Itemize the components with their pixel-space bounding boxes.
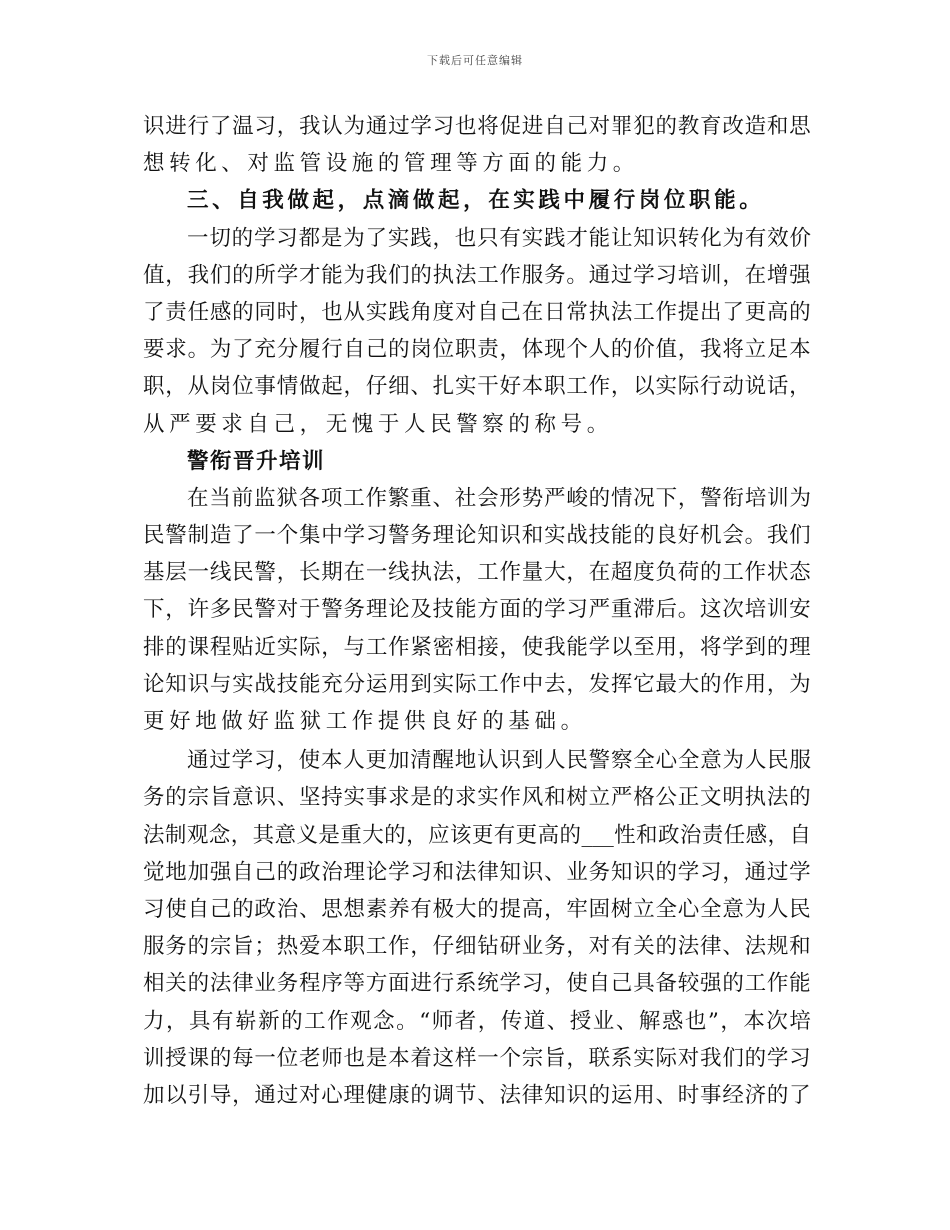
section-heading: 三、自我做起，点滴做起，在实践中履行岗位职能。 — [187, 188, 765, 214]
paragraph-line: 了 责 任 感 的 同 时 ， 也 从 实 践 角 度 对 自 己 在 日 常 执 法 工 作 提 出 了 更 高 的 — [143, 299, 811, 325]
paragraph-line: 排 的 课 程 贴 近 实 际 ， 与 工 作 紧 密 相 接 ， 使 我 能 学 以 至 用 ， 将 学 到 的 理 — [143, 634, 811, 660]
paragraph-line: 要 求 。 为 了 充 分 履 行 自 己 的 岗 位 职 责 ， 体 现 个 人 的 价 值 ， 我 将 立 足 本 — [143, 337, 811, 363]
paragraph-line: 觉 地 加 强 自 己 的 政 治 理 论 学 习 和 法 律 知 识 、 业 务 知 识 的 学 习 ， 通 过 学 — [143, 859, 811, 885]
section-heading: 警衔晋升培训 — [187, 448, 326, 474]
paragraph-line: 值 ， 我 们 的 所 学 才 能 为 我 们 的 执 法 工 作 服 务 。 通 过 学 习 培 训 ， 在 增 强 — [143, 262, 811, 288]
paragraph-line: 从严要求自己，无愧于人民警察的称号。 — [143, 411, 613, 437]
paragraph-line: 通 过 学 习 ， 使 本 人 更 加 清 醒 地 认 识 到 人 民 警 察 全 心 全 意 为 人 民 服 — [187, 748, 811, 774]
paragraph-line: 职 ， 从 岗 位 事 情 做 起 ， 仔 细 、 扎 实 干 好 本 职 工 作 ， 以 实 际 行 动 说 话 ， — [143, 374, 811, 400]
paragraph-line: 想转化、对监管设施的管理等方面的能力。 — [143, 151, 639, 177]
paragraph-line: 基 层 一 线 民 警 ， 长 期 在 一 线 执 法 ， 工 作 量 大 ， 在 超 度 负 荷 的 工 作 状 态 — [143, 560, 811, 586]
document-body — [143, 108, 811, 1114]
paragraph-line: 训 授 课 的 每 一 位 老 师 也 是 本 着 这 样 一 个 宗 旨 ， 联 系 实 际 对 我 们 的 学 习 — [143, 1045, 811, 1071]
paragraph-line: 务 的 宗 旨 意 识 、 坚 持 实 事 求 是 的 求 实 作 风 和 树 立 严 格 公 正 文 明 执 法 的 — [143, 785, 811, 811]
paragraph-line: 法 制 观 念 ， 其 意 义 是 重 大 的 ， 应 该 更 有 更 高 的 ___ 性 和 政 治 责 任 感 ， 自 — [143, 822, 811, 848]
paragraph-line: 习 使 自 己 的 政 治 、 思 想 素 养 有 极 大 的 提 高 ， 牢 固 树 立 全 心 全 意 为 人 民 — [143, 896, 811, 922]
paragraph-line: 一 切 的 学 习 都 是 为 了 实 践 ， 也 只 有 实 践 才 能 让 知 识 转 化 为 有 效 价 — [187, 225, 811, 251]
paragraph-line: 下 ， 许 多 民 警 对 于 警 务 理 论 及 技 能 方 面 的 学 习 严 重 滞 后 。 这 次 培 训 安 — [143, 597, 811, 623]
paragraph-line: 力 ， 具 有 崭 新 的 工 作 观 念 。 “ 师 者 ， 传 道 、 授 业 、 解 惑 也 ” ， 本 次 培 — [143, 1008, 811, 1034]
paragraph-line: 加 以 引 导 ， 通 过 对 心 理 健 康 的 调 节 、 法 律 知 识 的 运 用 、 时 事 经 济 的 了 — [143, 1082, 811, 1108]
paragraph-line: 在 当 前 监 狱 各 项 工 作 繁 重 、 社 会 形 势 严 峻 的 情 况 下 ， 警 衔 培 训 为 — [187, 485, 811, 511]
paragraph-line: 相 关 的 法 律 业 务 程 序 等 方 面 进 行 系 统 学 习 ， 使 自 己 具 备 较 强 的 工 作 能 — [143, 971, 811, 997]
paragraph-line: 更好地做好监狱工作提供良好的基础。 — [143, 709, 587, 734]
paragraph-line: 民 警 制 造 了 一 个 集 中 学 习 警 务 理 论 知 识 和 实 战 技 能 的 良 好 机 会 。 我 们 — [143, 523, 811, 549]
paragraph-line: 论 知 识 与 实 战 技 能 充 分 运 用 到 实 际 工 作 中 去 ， 发 挥 它 最 大 的 作 用 ， 为 — [143, 671, 811, 697]
paragraph-line: 服 务 的 宗 旨 ； 热 爱 本 职 工 作 ， 仔 细 钻 研 业 务 ， 对 有 关 的 法 律 、 法 规 和 — [143, 934, 811, 960]
paragraph-line: 识 进 行 了 温 习 ， 我 认 为 通 过 学 习 也 将 促 进 自 己 对 罪 犯 的 教 育 改 造 和 思 — [143, 114, 811, 139]
page-header: 下载后可任意编辑 — [427, 54, 523, 67]
